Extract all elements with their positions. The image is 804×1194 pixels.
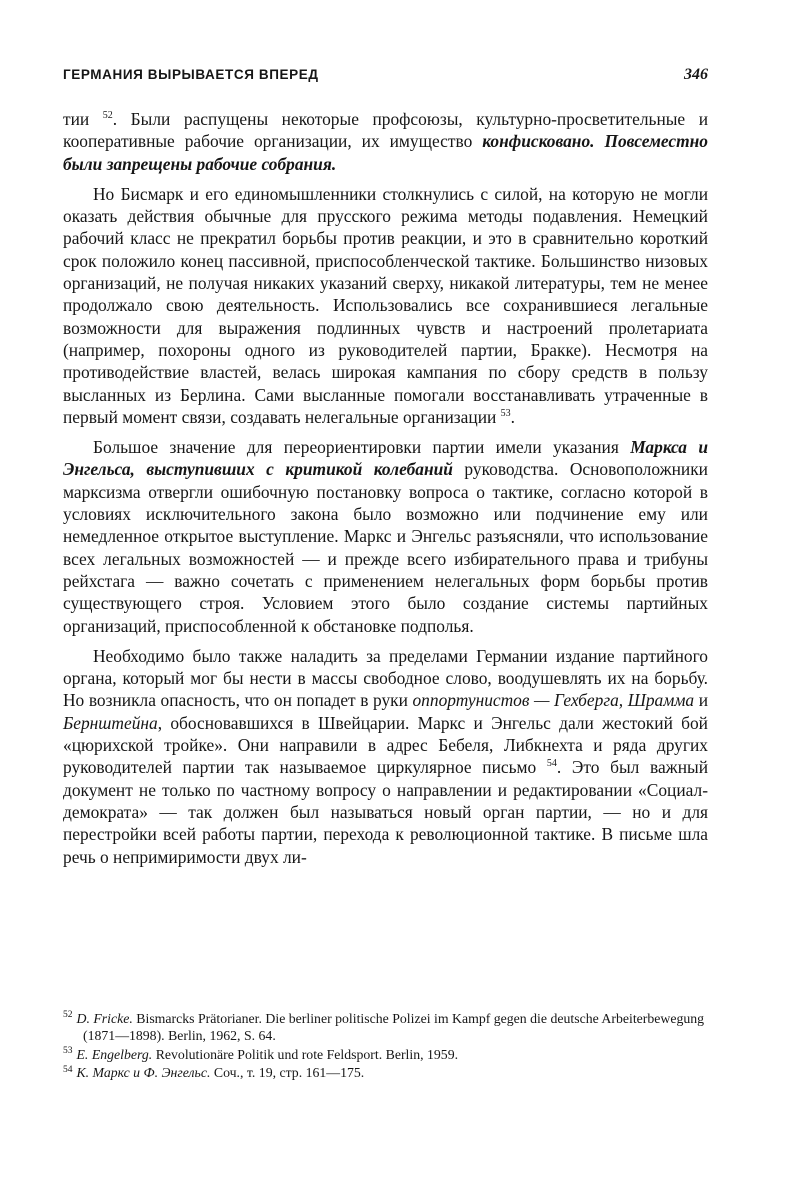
footnotes	[63, 1010, 708, 1083]
text-run: Revolutionäre Politik und rote Feldsport. Berlin, 1959.	[152, 1046, 459, 1062]
paragraph	[63, 108, 708, 175]
text-run: тии	[63, 109, 103, 129]
text-run: . Это был важный документ не только по частному вопросу о направлении и редактировании «Социал-демократа» — так должен был называться новый орган партии, — но и для перестройки всей работы партии, перехода к революционной тактике. В письме шла речь о непримиримости двух ли-	[63, 757, 708, 867]
emphasized-text: Маркса и Энгельса, выступивших с критикой колебаний	[63, 437, 708, 480]
footnote-reference: 52	[102, 110, 113, 122]
footnote-number: 54	[63, 1064, 73, 1075]
footnote-number: 53	[63, 1046, 73, 1057]
paragraph	[63, 436, 708, 637]
emphasized-text: оппортунистов — Гехберга, Шрамма	[412, 690, 699, 711]
paragraph	[63, 183, 708, 428]
footnote	[63, 1064, 708, 1081]
footnote-number: 52	[63, 1010, 73, 1021]
text-run: .	[510, 406, 516, 427]
page-number: 346	[684, 66, 708, 83]
footnote	[63, 1046, 708, 1063]
text-run: Bismarcks Prätorianer. Die berliner politische Polizei im Kampf gegen die deutsche Arbeiterbewegung (1871—1898). Berlin, 1962, S. 64.	[83, 1011, 705, 1044]
footnote-reference: 54	[546, 758, 557, 770]
footnote	[63, 1010, 708, 1045]
text-run: . Были распущены некоторые профсоюзы, культурно-просветительные и кооперативные рабочие организации, их имущество	[63, 109, 709, 152]
emphasized-text: D. Fricke.	[76, 1011, 133, 1026]
text-run: Соч., т. 19, стр. 161—175.	[210, 1065, 365, 1081]
text-run: руководства. Основоположники марксизма отвергли ошибочную постановку вопроса о тактике, согласно которой в условиях исключительного закона было возможно или подчинение ему или немедленное открытое выступление. Маркс и Энгельс разъясняли, что использование всех легальных возможностей — и прежде всего избирательного права и трибуны рейхстага — важно сочетать с применением нелегальных форм борьбы против существующего строя. Условием этого было создание системы партийных организаций, приспособленной к обстановке подполья.	[63, 459, 708, 636]
text-run: Большое значение для переориентировки партии имели указания	[93, 437, 631, 458]
emphasized-text: К. Маркс и Ф. Энгельс.	[76, 1065, 211, 1081]
body-text	[63, 108, 708, 868]
text-run: , обосновавшихся в Швейцарии. Маркс и Энгельс дали жестокий бой «цюрихской тройке». Они направили в адрес Бебеля, Либкнехта и ряда других руководителей партии так называемое циркулярное письмо	[63, 712, 708, 778]
emphasized-text: E. Engelberg.	[76, 1046, 153, 1062]
emphasized-text: Бернштейна	[63, 712, 158, 733]
text-run: и	[698, 690, 708, 711]
page-header	[63, 66, 708, 92]
text-run: Необходимо было также наладить за пределами Германии издание партийного органа, который мог бы нести в массы свободное слово, воодушевлять их на борьбу. Но возникла опасность, что он попадет в руки	[63, 645, 708, 711]
paragraph	[63, 645, 708, 868]
emphasized-text: конфисковано. Повсеместно были запрещены рабочие собрания.	[63, 131, 708, 174]
book-page	[63, 66, 708, 868]
text-run: Но Бисмарк и его единомышленники столкнулись с силой, на которую не могли оказать действия обычные для прусского режима методы подавления. Немецкий рабочий класс не прекратил борьбы против реакции, и это в сравнительно короткий срок положило конец пассивной, приспособленческой тактике. Большинство низовых организаций, не получая никаких указаний сверху, никакой литературы, тем не менее продолжало свою деятельность. Использовались все сохранившиеся легальные возможности для выражения подлинных чувств и настроений пролетариата (например, похороны одного из руководителей партии, Бракке). Несмотря на противодействие властей, велась широкая кампания по сбору средств в пользу высланных из Берлина. Сами высланные помогали восстанавливать утраченные в первый момент связи, создавать нелегальные организации	[63, 183, 708, 427]
running-head: ГЕРМАНИЯ ВЫРЫВАЕТСЯ ВПЕРЕД	[63, 67, 319, 82]
footnote-reference: 53	[500, 408, 511, 420]
